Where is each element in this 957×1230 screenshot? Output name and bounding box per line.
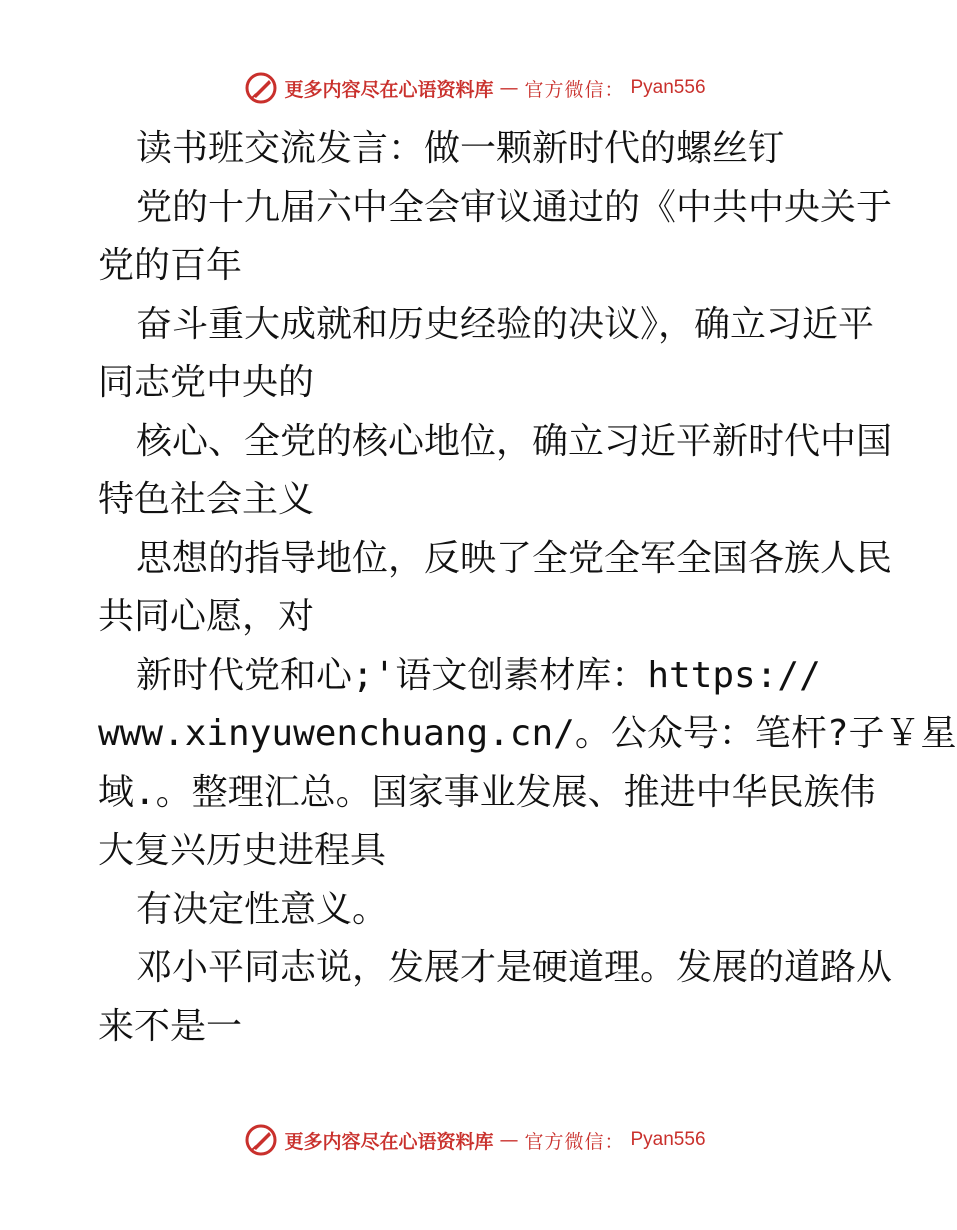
paragraph-line: 邓小平同志说，发展才是硬道理。发展的道路从 (136, 947, 893, 988)
paragraph-line: 特色社会主义 (98, 479, 315, 520)
paragraph-line: 来不是一 (98, 1005, 243, 1047)
banner-site-text: 更多内容尽在心语资料库 (284, 78, 494, 101)
paragraph-line: 党的百年 (98, 245, 243, 286)
paragraph-line: 党的十九届六中全会审议通过的《中共中央关于 (136, 186, 893, 228)
quill-circle-icon (244, 1123, 278, 1157)
document-body (98, 120, 957, 1056)
paragraph-line: 有决定性意义。 (136, 888, 389, 930)
banner-official-label: 官方微信： (524, 78, 625, 101)
banner-site-text: 更多内容尽在心语资料库 (284, 1130, 494, 1153)
paragraph-line: 域.。整理汇总。国家事业发展、推进中华民族伟 (98, 771, 876, 813)
paragraph-line: 大复兴历史进程具 (98, 830, 387, 871)
banner-official-label: 官方微信： (524, 1130, 625, 1153)
paragraph-line: 新时代党和心;'语文创素材库：https:// (136, 654, 821, 696)
paragraph-line: 核心、全党的核心地位，确立习近平新时代中国 (136, 420, 893, 462)
paragraph-line: 共同心愿，对 (98, 596, 315, 637)
paragraph-line: 同志党中央的 (98, 362, 315, 403)
banner-dash: — (499, 1129, 519, 1151)
banner-dash: — (499, 77, 519, 99)
banner-wechat-id: Pyan556 (630, 77, 706, 98)
quill-circle-icon (244, 71, 278, 105)
footer-banner (0, 1122, 950, 1158)
paragraph-line: 奋斗重大成就和历史经验的决议》，确立习近平 (136, 303, 875, 345)
banner-wechat-id: Pyan556 (630, 1129, 706, 1150)
document-title: 读书班交流发言：做一颗新时代的螺丝钉 (136, 128, 785, 169)
header-banner (0, 70, 950, 106)
paragraph-line: www.xinyuwenchuang.cn/。公众号：笔杆?子￥星 (98, 713, 957, 754)
paragraph-line: 思想的指导地位，反映了全党全军全国各族人民 (136, 537, 893, 579)
